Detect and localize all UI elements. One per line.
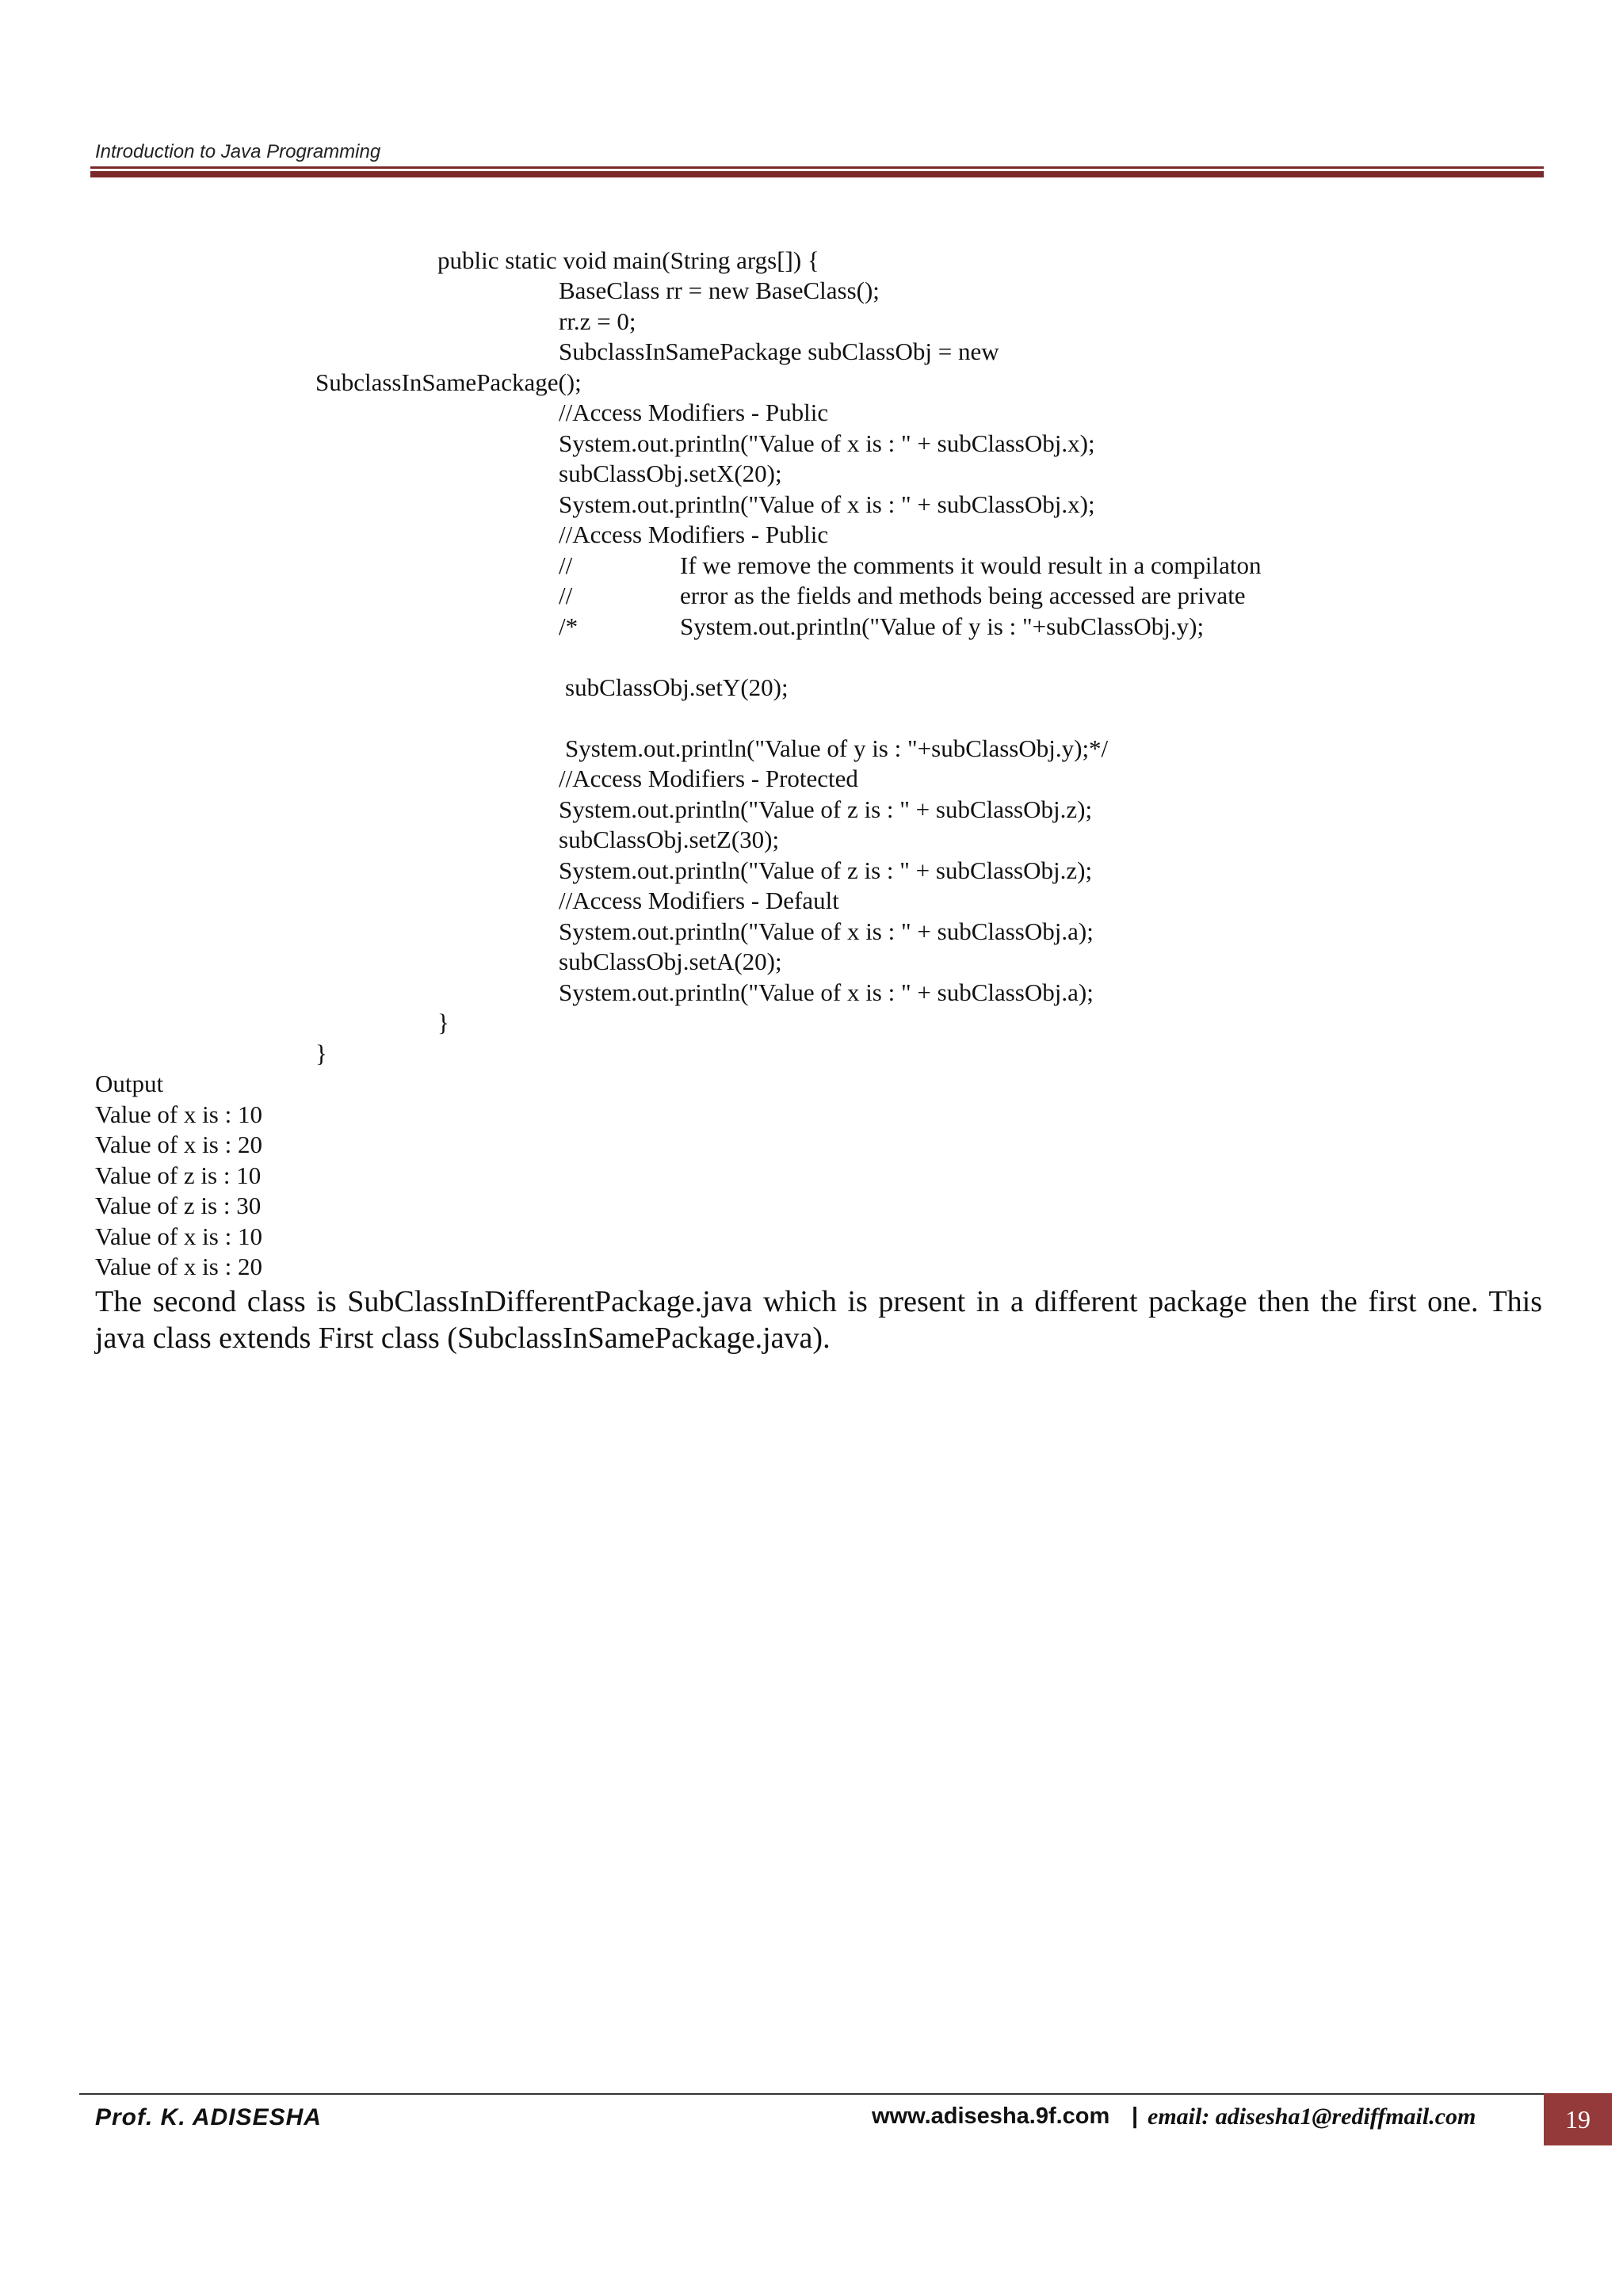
code-line: subClassObj.setA(20);: [559, 948, 782, 975]
footer-separator: |: [1132, 2103, 1139, 2129]
code-line: error as the fields and methods being accessed are private: [680, 582, 1246, 609]
code-line: System.out.println("Value of z is : " + subClassObj.z);: [559, 856, 1093, 884]
code-line: System.out.println("Value of x is : " + subClassObj.a);: [559, 978, 1094, 1006]
code-line: rr.z = 0;: [559, 307, 636, 335]
code-line: System.out.println("Value of y is : "+subClassObj.y);: [680, 612, 1205, 640]
footer-website: www.adisesha.9f.com: [872, 2103, 1110, 2129]
code-line: If we remove the comments it would result in a compilaton: [680, 551, 1262, 579]
code-line: }: [437, 1009, 449, 1036]
code-line: //Access Modifiers - Protected: [559, 765, 858, 792]
code-line: //: [559, 551, 573, 579]
footer-email: email: adisesha1@rediffmail.com: [1148, 2103, 1476, 2130]
code-line: //Access Modifiers - Public: [559, 399, 829, 426]
code-line: System.out.println("Value of x is : " + subClassObj.x);: [559, 490, 1095, 518]
code-line: System.out.println("Value of z is : " + subClassObj.z);: [559, 795, 1093, 823]
code-line: public static void main(String args[]) {: [437, 246, 819, 274]
output-line: Value of x is : 10: [95, 1100, 262, 1128]
page-number: 19: [1544, 2093, 1612, 2145]
output-line: Value of x is : 20: [95, 1131, 262, 1158]
code-line: SubclassInSamePackage();: [315, 368, 582, 396]
code-line: System.out.println("Value of x is : " + subClassObj.a);: [559, 917, 1094, 945]
footer-rule: [79, 2093, 1544, 2095]
output-line: Value of x is : 10: [95, 1222, 262, 1250]
code-line: }: [315, 1039, 327, 1067]
code-line: //Access Modifiers - Public: [559, 521, 829, 548]
header-rule-thick: [90, 171, 1544, 177]
code-line: //: [559, 582, 573, 609]
header-rule: [90, 166, 1544, 169]
output-line: Value of z is : 30: [95, 1192, 262, 1219]
code-line: subClassObj.setZ(30);: [559, 826, 780, 853]
code-line: subClassObj.setX(20);: [559, 460, 782, 487]
output-heading: Output: [95, 1070, 164, 1097]
code-line: subClassObj.setY(20);: [565, 673, 789, 701]
code-line: SubclassInSamePackage subClassObj = new: [559, 338, 999, 365]
code-line: System.out.println("Value of y is : "+subClassObj.y);*/: [565, 734, 1109, 762]
output-line: Value of x is : 20: [95, 1253, 262, 1280]
code-line: //Access Modifiers - Default: [559, 887, 839, 914]
footer-author: Prof. K. ADISESHA: [95, 2104, 322, 2130]
code-line: BaseClass rr = new BaseClass();: [559, 277, 880, 304]
running-header: Introduction to Java Programming: [95, 141, 381, 162]
output-line: Value of z is : 10: [95, 1161, 262, 1189]
code-line: /*: [559, 612, 579, 640]
code-line: System.out.println("Value of x is : " + subClassObj.x);: [559, 429, 1095, 457]
body-paragraph: The second class is SubClassInDifferentPackage.java which is present in a different package then the first one. This java class extends First class (SubclassInSamePackage.java).: [95, 1285, 1542, 1355]
